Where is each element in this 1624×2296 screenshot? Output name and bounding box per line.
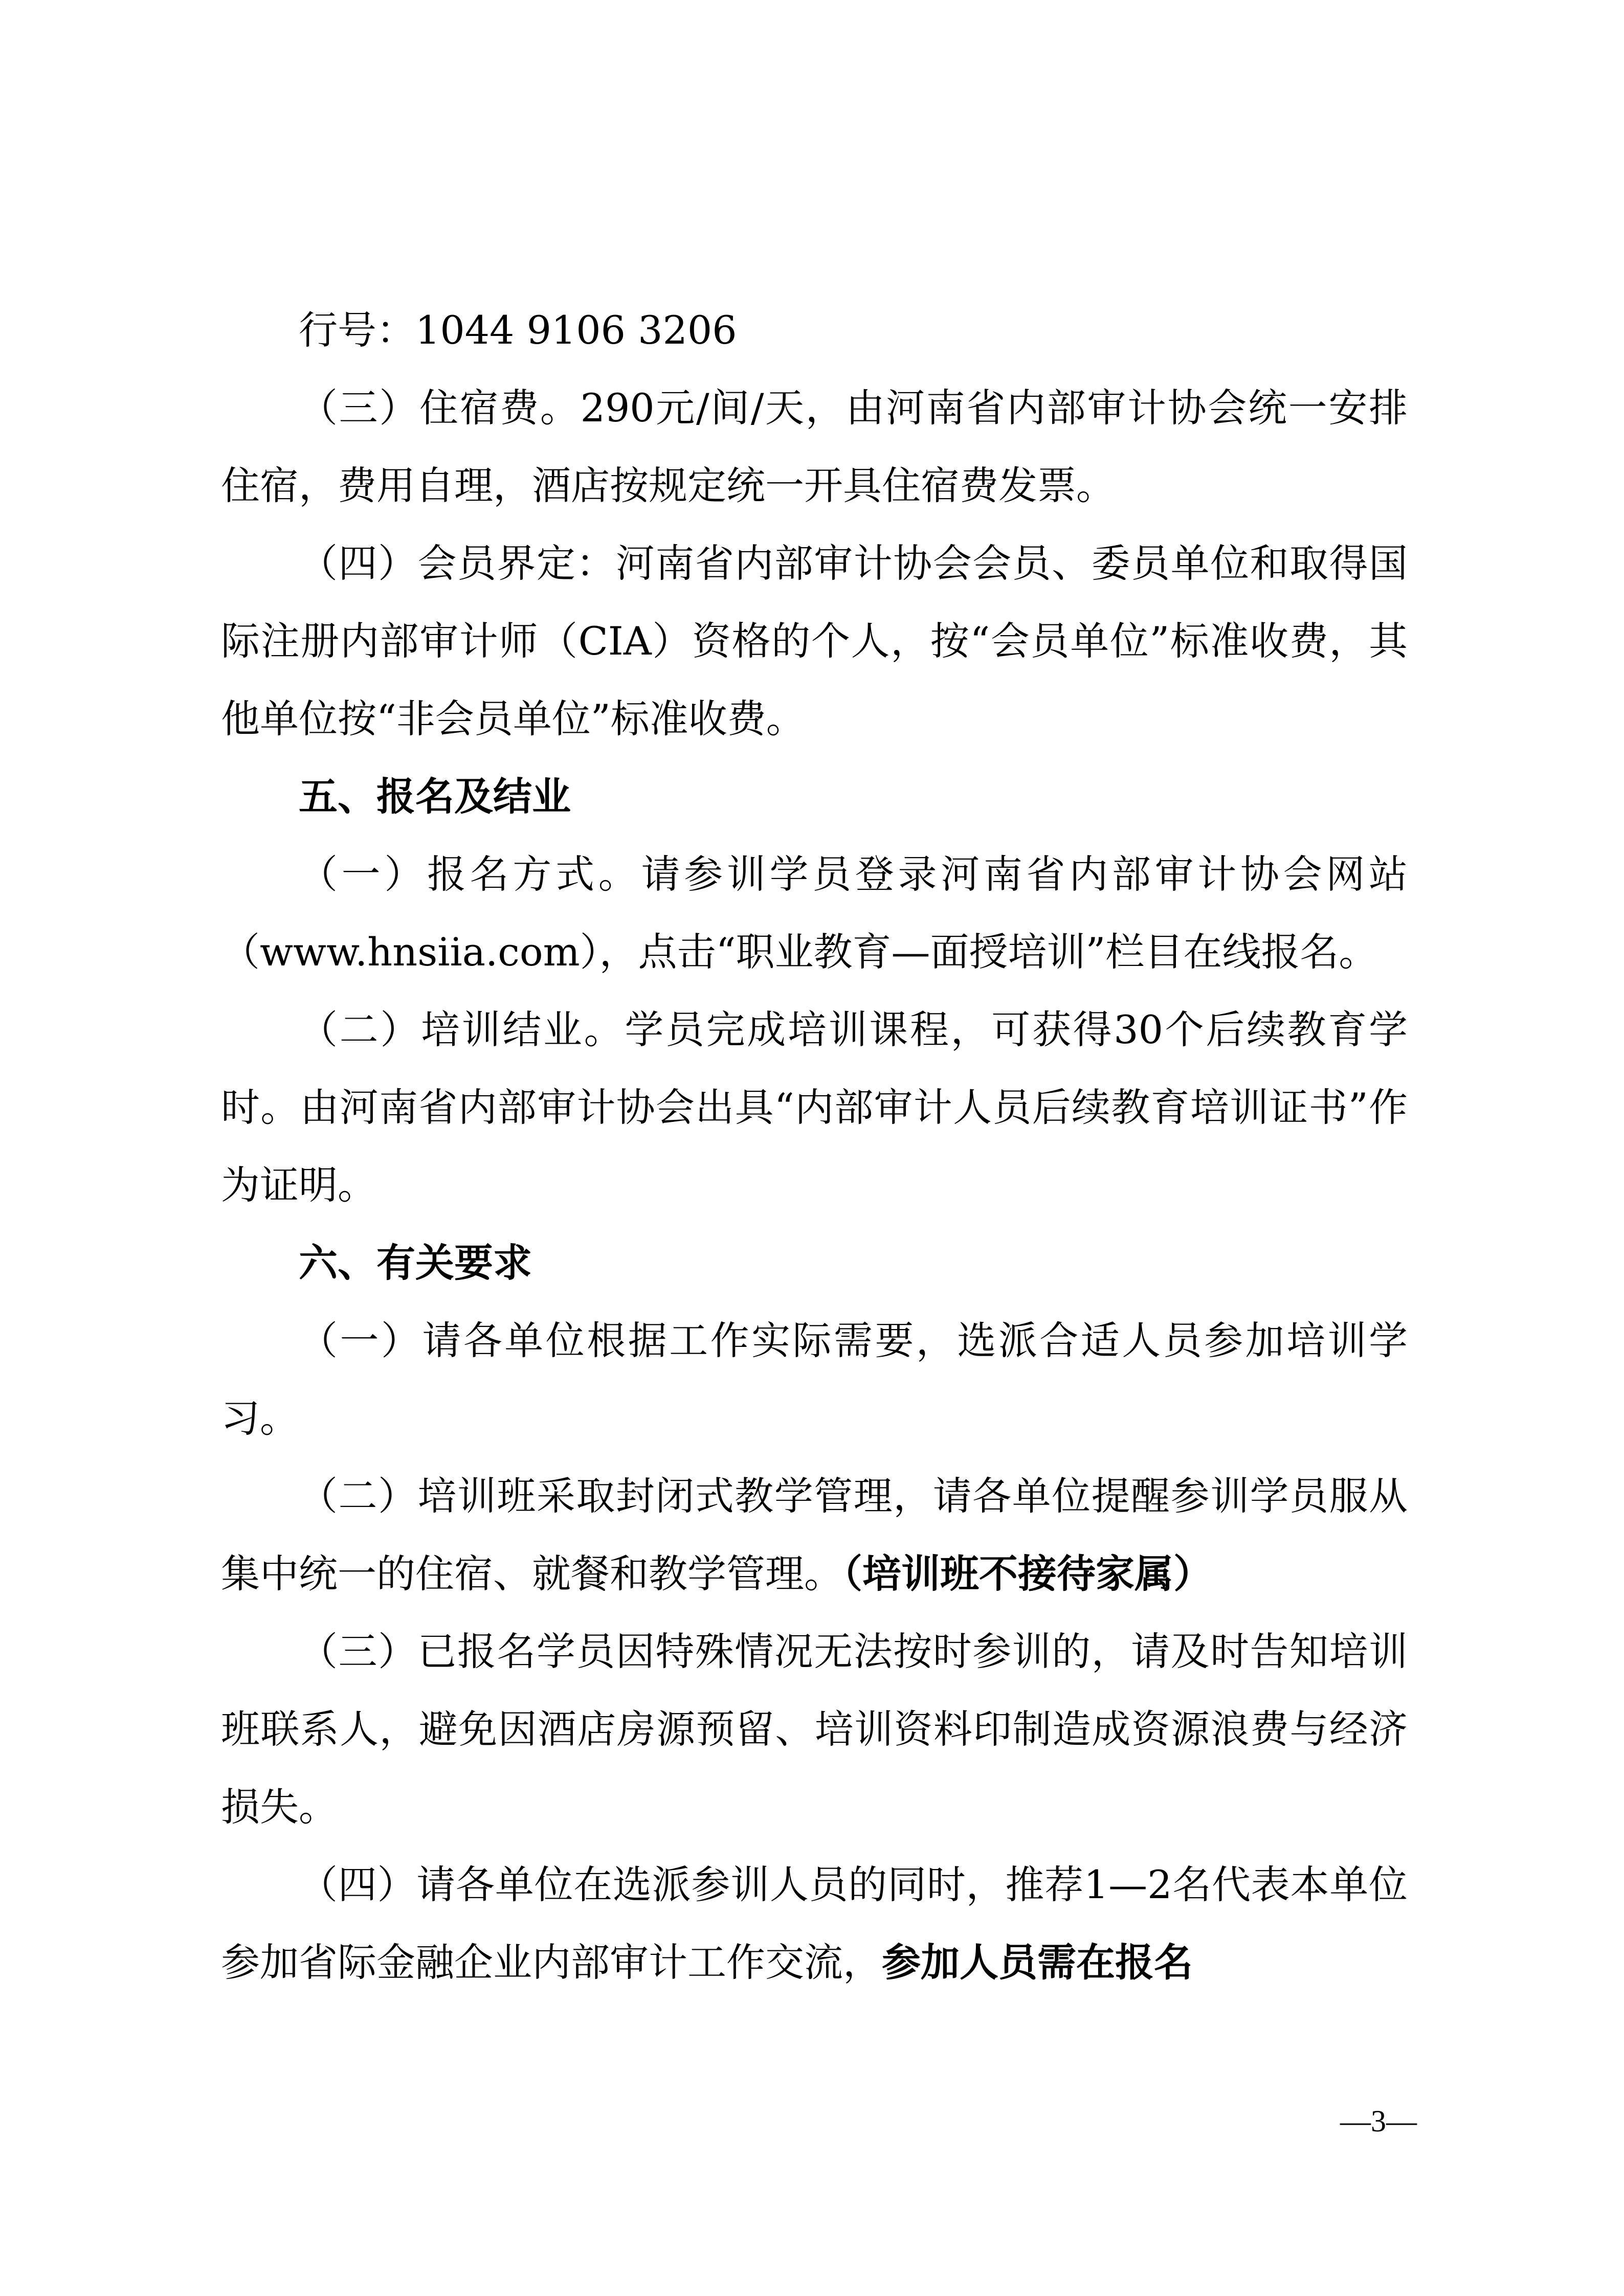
requirement-4-bold-note: 参加人员需在报名 (882, 1940, 1193, 1985)
member-definition-paragraph: （四）会员界定：河南省内部审计协会会员、委员单位和取得国际注册内部审计师（CIA）资格的个人，按“会员单位”标准收费，其他单位按“非会员单位”标准收费。 (221, 541, 1408, 741)
body-text (221, 291, 1408, 2001)
requirement-4-paragraph (221, 1846, 1408, 2001)
requirement-3-paragraph: （三）已报名学员因特殊情况无法按时参训的，请及时告知培训班联系人，避免因酒店房源预留、培训资料印制造成资源浪费与经济损失。 (221, 1629, 1408, 1830)
bank-number-line: 行号：1044 9106 3206 (299, 307, 737, 353)
requirement-2-text: （二）培训班采取封闭式教学管理，请各单位提醒参训学员服从集中统一的住宿、就餐和教学管理。 (221, 1473, 1408, 1596)
page-number: —3— (1340, 2104, 1417, 2138)
accommodation-fee-paragraph: （三）住宿费。290元/间/天，由河南省内部审计协会统一安排住宿，费用自理，酒店按规定统一开具住宿费发票。 (221, 385, 1408, 508)
requirement-2-bold-note: （培训班不接待家属） (843, 1551, 1212, 1596)
requirement-1-paragraph: （一）请各单位根据工作实际需要，选派合适人员参加培训学习。 (221, 1318, 1408, 1441)
section-heading-registration: 五、报名及结业 (299, 774, 571, 819)
requirement-4-text: （四）请各单位在选派参训人员的同时，推荐1—2名代表本单位参加省际金融企业内部审计工作交流， (221, 1862, 1408, 1985)
registration-method-paragraph: （一）报名方式。请参训学员登录河南省内部审计协会网站（www.hnsiia.com），点击“职业教育—面授培训”栏目在线报名。 (221, 851, 1408, 975)
training-completion-paragraph: （二）培训结业。学员完成培训课程，可获得30个后续教育学时。由河南省内部审计协会出具“内部审计人员后续教育培训证书”作为证明。 (221, 1007, 1408, 1208)
requirement-2-paragraph (221, 1457, 1408, 1613)
section-heading-requirements: 六、有关要求 (299, 1240, 532, 1286)
